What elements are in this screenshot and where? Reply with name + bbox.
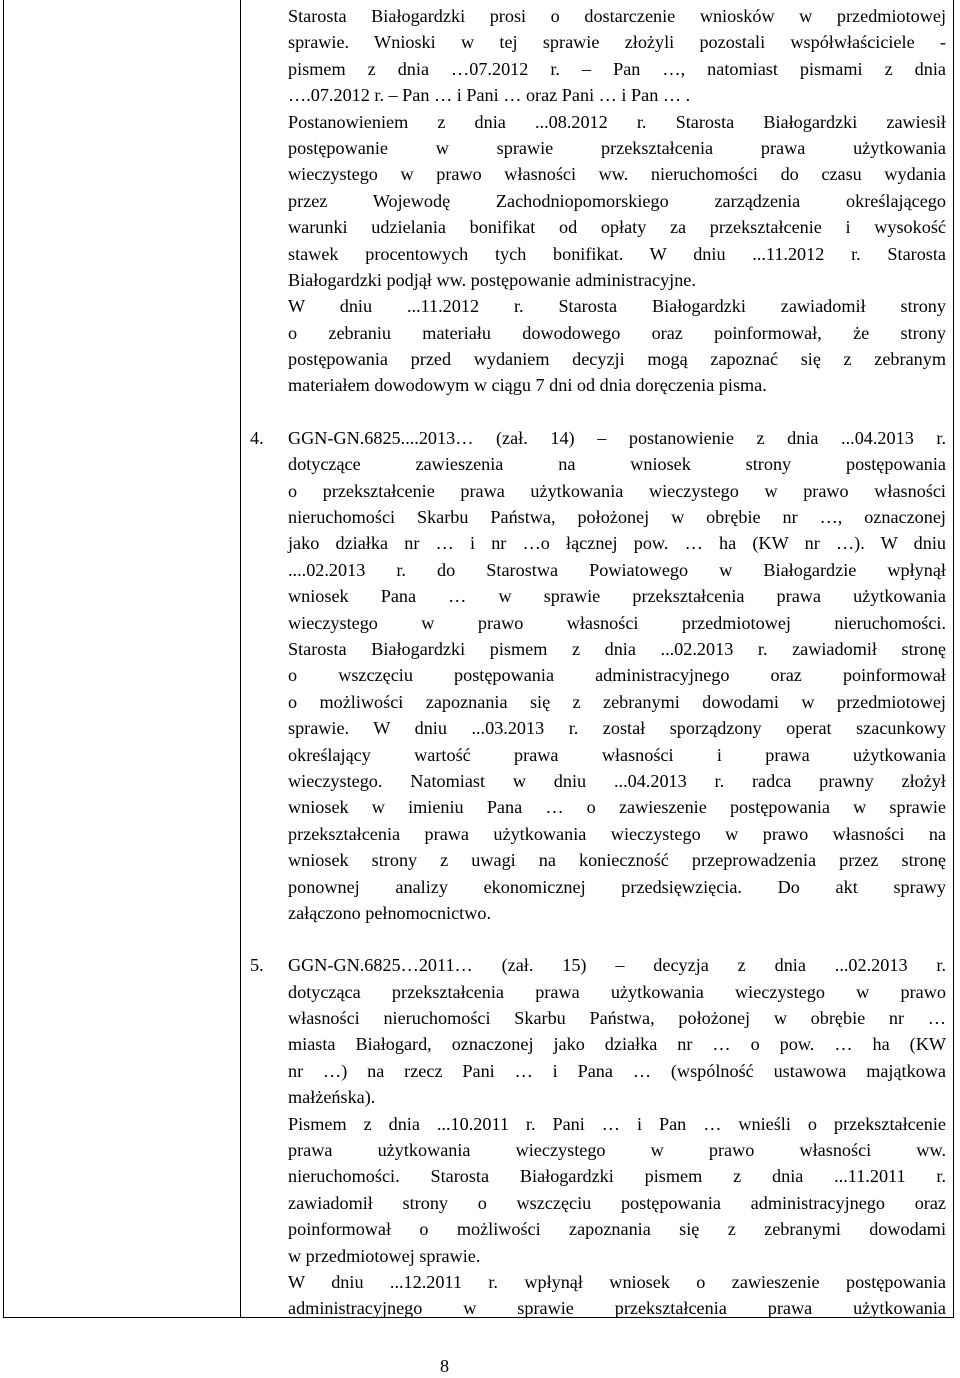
text-line: Białogardzki podjął ww. postępowanie administracyjne.: [288, 269, 696, 290]
paragraph-item-5: [250, 952, 946, 1321]
text-line: przez Wojewodę Zachodniopomorskiego zarządzenia określającego: [288, 190, 946, 211]
text-line: przekształcenia prawa użytkowania wieczystego w prawo własności na: [288, 823, 946, 844]
text-line: określający wartość prawa własności i prawa użytkowania: [288, 744, 946, 765]
text-line: zawiadomił strony o wszczęciu postępowania administracyjnego oraz: [288, 1192, 946, 1213]
column-divider: [240, 0, 241, 1318]
page-number: 8: [440, 1356, 450, 1376]
text-line: dotycząca przekształcenia prawa użytkowania wieczystego w prawo: [288, 981, 946, 1002]
item-number: 4.: [250, 427, 264, 448]
text-line: Pismem z dnia ...10.2011 r. Pani … i Pan … wnieśli o przekształcenie: [288, 1113, 946, 1134]
item-number: 5.: [250, 955, 264, 976]
text-line: wniosek Pana … w sprawie przekształcenia prawa użytkowania: [288, 586, 946, 607]
text-line: o wszczęciu postępowania administracyjnego oraz poinformował: [288, 665, 946, 686]
text-line: nieruchomości Skarbu Państwa, położonej w obrębie nr …, oznaczonej: [288, 507, 946, 528]
text-line: wniosek w imieniu Pana … o zawieszenie postępowania w sprawie: [288, 797, 946, 818]
text-line: ....02.2013 r. do Starostwa Powiatowego w Białogardzie wpłynął: [288, 559, 946, 580]
paragraph-body: [288, 952, 946, 1321]
paragraph-intro: [288, 3, 946, 399]
text-line: nr …) na rzecz Pani … i Pana … (wspólność ustawowa majątkowa: [288, 1060, 946, 1081]
paragraph-body: [288, 425, 946, 926]
text-line: Starosta Białogardzki pismem z dnia ...02.2013 r. zawiadomił stronę: [288, 638, 946, 659]
text-line: własności nieruchomości Skarbu Państwa, położonej w obrębie nr …: [288, 1008, 946, 1029]
text-line: małżeńska).: [288, 1087, 376, 1108]
text-line: w przedmiotowej sprawie.: [288, 1245, 481, 1266]
text-line: W dniu ...11.2012 r. Starosta Białogardzki zawiadomił strony: [288, 296, 946, 317]
text-line: GGN-GN.6825…2011… (zał. 15) – decyzja z dnia ...02.2013 r.: [288, 955, 946, 976]
text-line: o możliwości zapoznania się z zebranymi dowodami w przedmiotowej: [288, 691, 946, 712]
text-line: wieczystego w prawo własności przedmiotowej nieruchomości.: [288, 612, 946, 633]
text-line: o zebraniu materiału dowodowego oraz poinformował, że strony: [288, 322, 946, 343]
text-line: Starosta Białogardzki prosi o dostarczenie wniosków w przedmiotowej: [288, 6, 946, 26]
text-line: sprawie. W dniu ...03.2013 r. został sporządzony operat szacunkowy: [288, 718, 946, 739]
text-line: Postanowieniem z dnia ...08.2012 r. Starosta Białogardzki zawiesił: [288, 111, 946, 132]
text-line: miasta Białogard, oznaczonej jako działka nr … o pow. … ha (KW: [288, 1034, 946, 1055]
text-line: materiałem dowodowym w ciągu 7 dni od dnia doręczenia pisma.: [288, 375, 767, 396]
text-line: sprawie. Wnioski w tej sprawie złożyli pozostali współwłaściciele -: [288, 32, 946, 53]
paragraph-item-4: [250, 425, 946, 926]
text-line: administracyjnego w sprawie przekształcenia prawa użytkowania: [288, 1298, 946, 1319]
text-line: pismem z dnia …07.2012 r. – Pan …, natomiast pismami z dnia: [288, 58, 946, 79]
text-line: o przekształcenie prawa użytkowania wieczystego w prawo własności: [288, 480, 946, 501]
text-line: dotyczące zawieszenia na wniosek strony postępowania: [288, 454, 946, 475]
text-line: postępowanie w sprawie przekształcenia prawa użytkowania: [288, 137, 946, 158]
paragraph-body: [288, 3, 946, 399]
spacer: [288, 399, 946, 425]
text-line: wniosek strony z uwagi na konieczność przeprowadzenia przez stronę: [288, 850, 946, 871]
document-content: [250, 3, 946, 1322]
text-line: wieczystego w prawo własności ww. nieruchomości do czasu wydania: [288, 164, 946, 185]
text-line: ponownej analizy ekonomicznej przedsięwzięcia. Do akt sprawy: [288, 876, 946, 897]
text-line: prawa użytkowania wieczystego w prawo własności ww.: [288, 1140, 946, 1161]
text-line: poinformował o możliwości zapoznania się z zebranymi dowodami: [288, 1219, 946, 1240]
text-line: załączono pełnomocnictwo.: [288, 902, 492, 923]
text-line: W dniu ...12.2011 r. wpłynął wniosek o zawieszenie postępowania: [288, 1271, 946, 1292]
text-line: warunki udzielania bonifikat od opłaty za przekształcenie i wysokość: [288, 217, 946, 238]
text-line: wieczystego. Natomiast w dniu ...04.2013 r. radca prawny złożył: [288, 770, 946, 791]
text-line: GGN-GN.6825....2013… (zał. 14) – postanowienie z dnia ...04.2013 r.: [288, 427, 946, 448]
spacer: [288, 926, 946, 952]
text-line: nieruchomości. Starosta Białogardzki pismem z dnia ...11.2011 r.: [288, 1166, 946, 1187]
text-line: ….07.2012 r. – Pan … i Pani … oraz Pani … i Pan … .: [288, 85, 691, 106]
text-line: stawek procentowych tych bonifikat. W dniu ...11.2012 r. Starosta: [288, 243, 946, 264]
text-line: postępowania przed wydaniem decyzji mogą zapoznać się z zebranym: [288, 349, 946, 370]
text-line: jako działka nr … i nr …o łącznej pow. … ha (KW nr …). W dniu: [288, 533, 946, 554]
